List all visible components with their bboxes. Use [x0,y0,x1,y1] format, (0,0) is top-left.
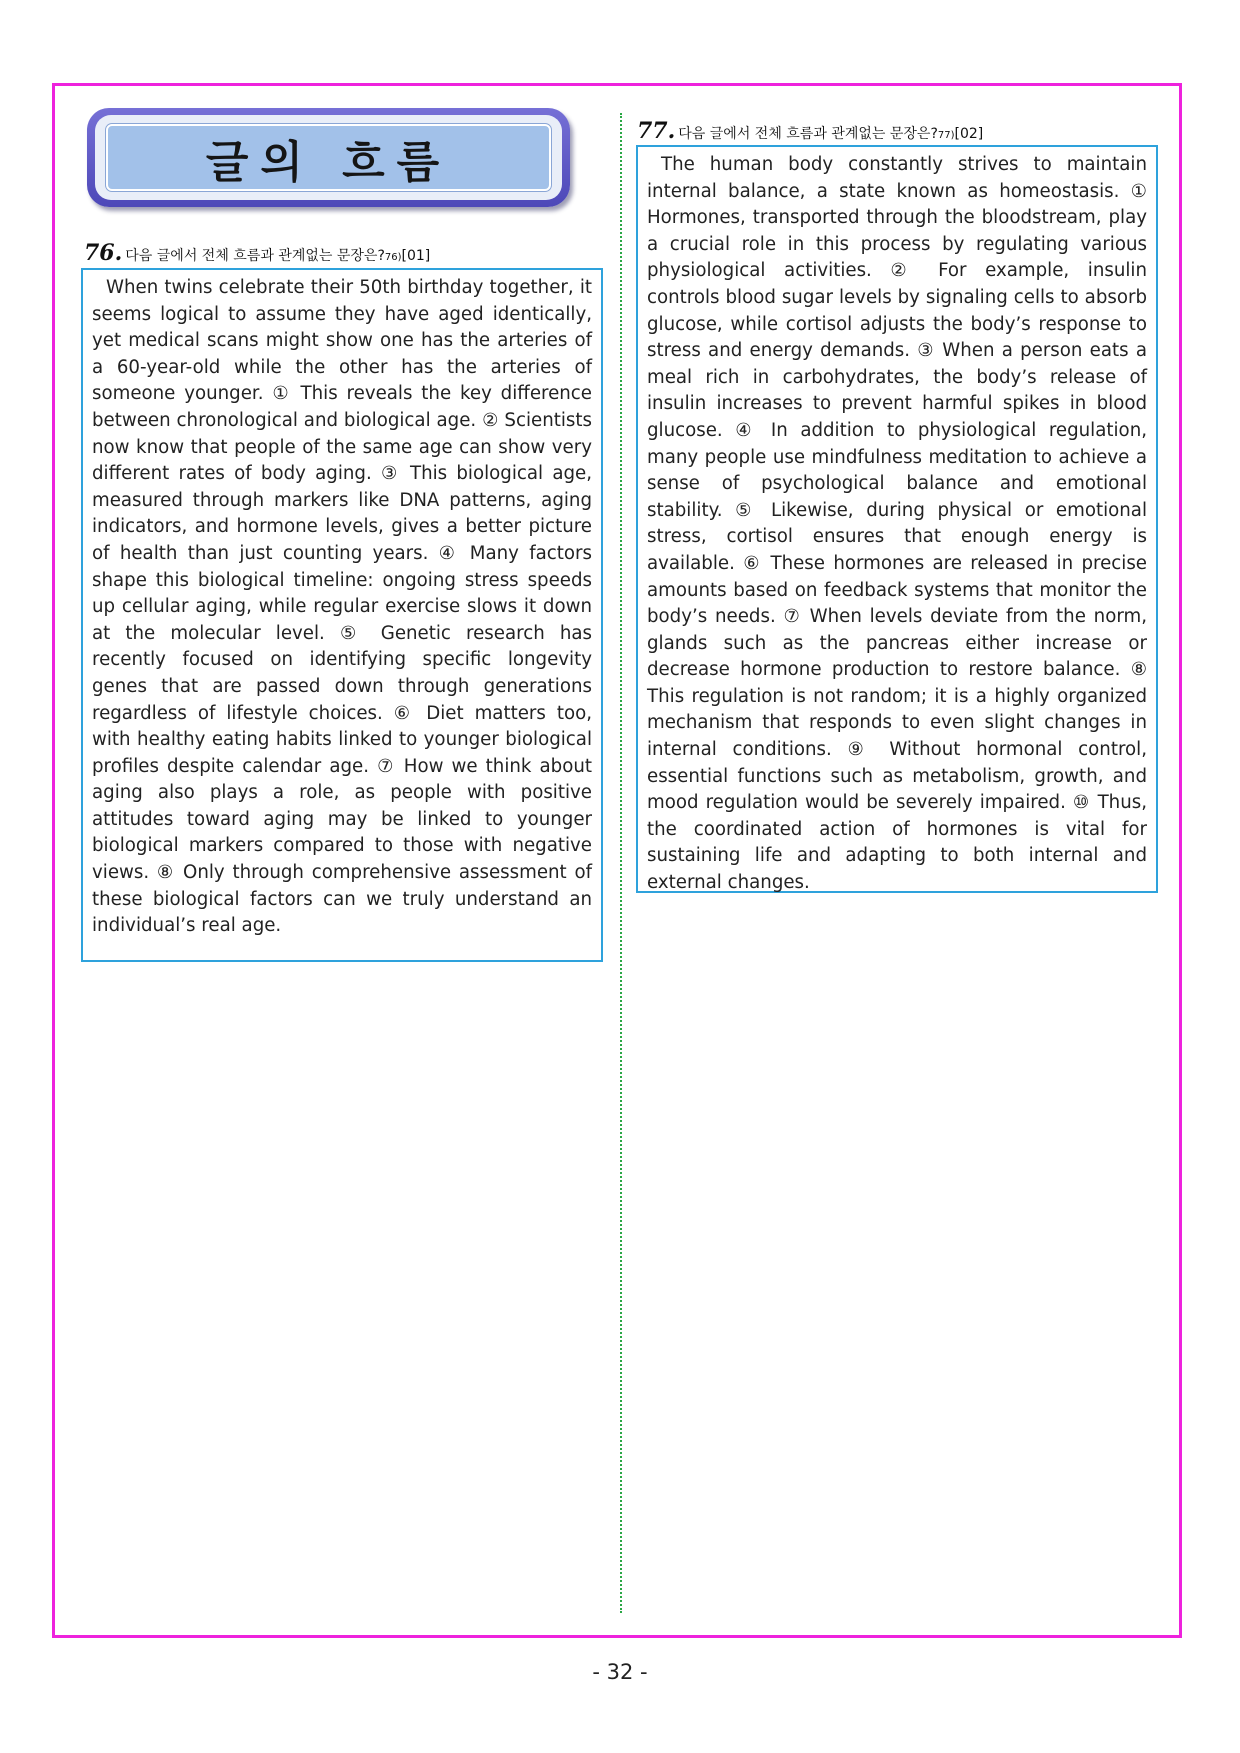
question-76-header [84,240,430,266]
question-prompt: 다음 글에서 전체 흐름과 관계없는 문장은? [125,248,385,264]
question-tag: [02] [954,126,984,142]
title-banner-frame [95,115,562,200]
question-footnote-ref: 76) [384,252,402,263]
question-footnote-ref: 77) [937,130,955,141]
question-76-passage-box [81,268,603,962]
question-77-header [637,118,983,144]
question-76-passage-text: When twins celebrate their 50th birthday together, it seems logical to assume they have aged identically, yet medical scans might show one has the arteries of a 60-year-old while the other has the arteries of someone younger. ① This reveals the key difference between chronological and biological age. ② Scientists now know that people of the same age can show very different rates of body aging. ③ This biological age, measured through markers like DNA patterns, aging indicators, and hormone levels, gives a better picture of health than just counting years. ④ Many factors shape this biological timeline: ongoing stress speeds up cellular aging, while regular exercise slows it down at the molecular level. ⑤ Genetic research has recently focused on identifying specific longevity genes that are passed down through generations regardless of lifestyle choices. ⑥ Diet matters too, with healthy eating habits linked to younger biological profiles despite calendar age. ⑦ How we think about aging also plays a role, as people with positive attitudes toward aging may be linked to younger biological markers compared to those with negative views. ⑧ Only through comprehensive assessment of these biological factors can we truly understand an individual’s real age. [92,277,592,937]
question-number: 76. [84,240,123,266]
page-number: - 32 - [592,1660,648,1684]
title-banner-panel [106,124,551,191]
column-divider [620,113,622,1613]
question-number: 77. [637,118,676,144]
question-tag: [01] [401,248,431,264]
question-77-passage-text: The human body constantly strives to maintain internal balance, a state known as homeostasis. ① Hormones, transported through the bloodstream, play a crucial role in this process by regulating various physiological activities. ② For example, insulin controls blood sugar levels by signaling cells to absorb glucose, while cortisol adjusts the body’s response to stress and energy demands. ③ When a person eats a meal rich in carbohydrates, the body’s release of insulin increases to prevent harmful spikes in blood glucose. ④ In addition to physiological regulation, many people use mindfulness meditation to achieve a sense of psychological balance and emotional stability. ⑤ Likewise, during physical or emotional stress, cortisol ensures that enough energy is available. ⑥ These hormones are released in precise amounts based on feedback systems that monitor the body’s needs. ⑦ When levels deviate from the norm, glands such as the pancreas either increase or decrease hormone production to restore balance. ⑧ This regulation is not random; it is a highly organized mechanism that responds to even slight changes in internal conditions. ⑨ Without hormonal control, essential functions such as metabolism, growth, and mood regulation would be severely impaired. ⑩ Thus, the coordinated action of hormones is vital for sustaining life and adapting to both internal and external changes. [647,154,1147,894]
section-title-banner [87,108,570,207]
section-title: 글의 흐름 [205,136,452,188]
question-77-passage-box [636,145,1158,893]
question-prompt: 다음 글에서 전체 흐름과 관계없는 문장은? [678,126,938,142]
